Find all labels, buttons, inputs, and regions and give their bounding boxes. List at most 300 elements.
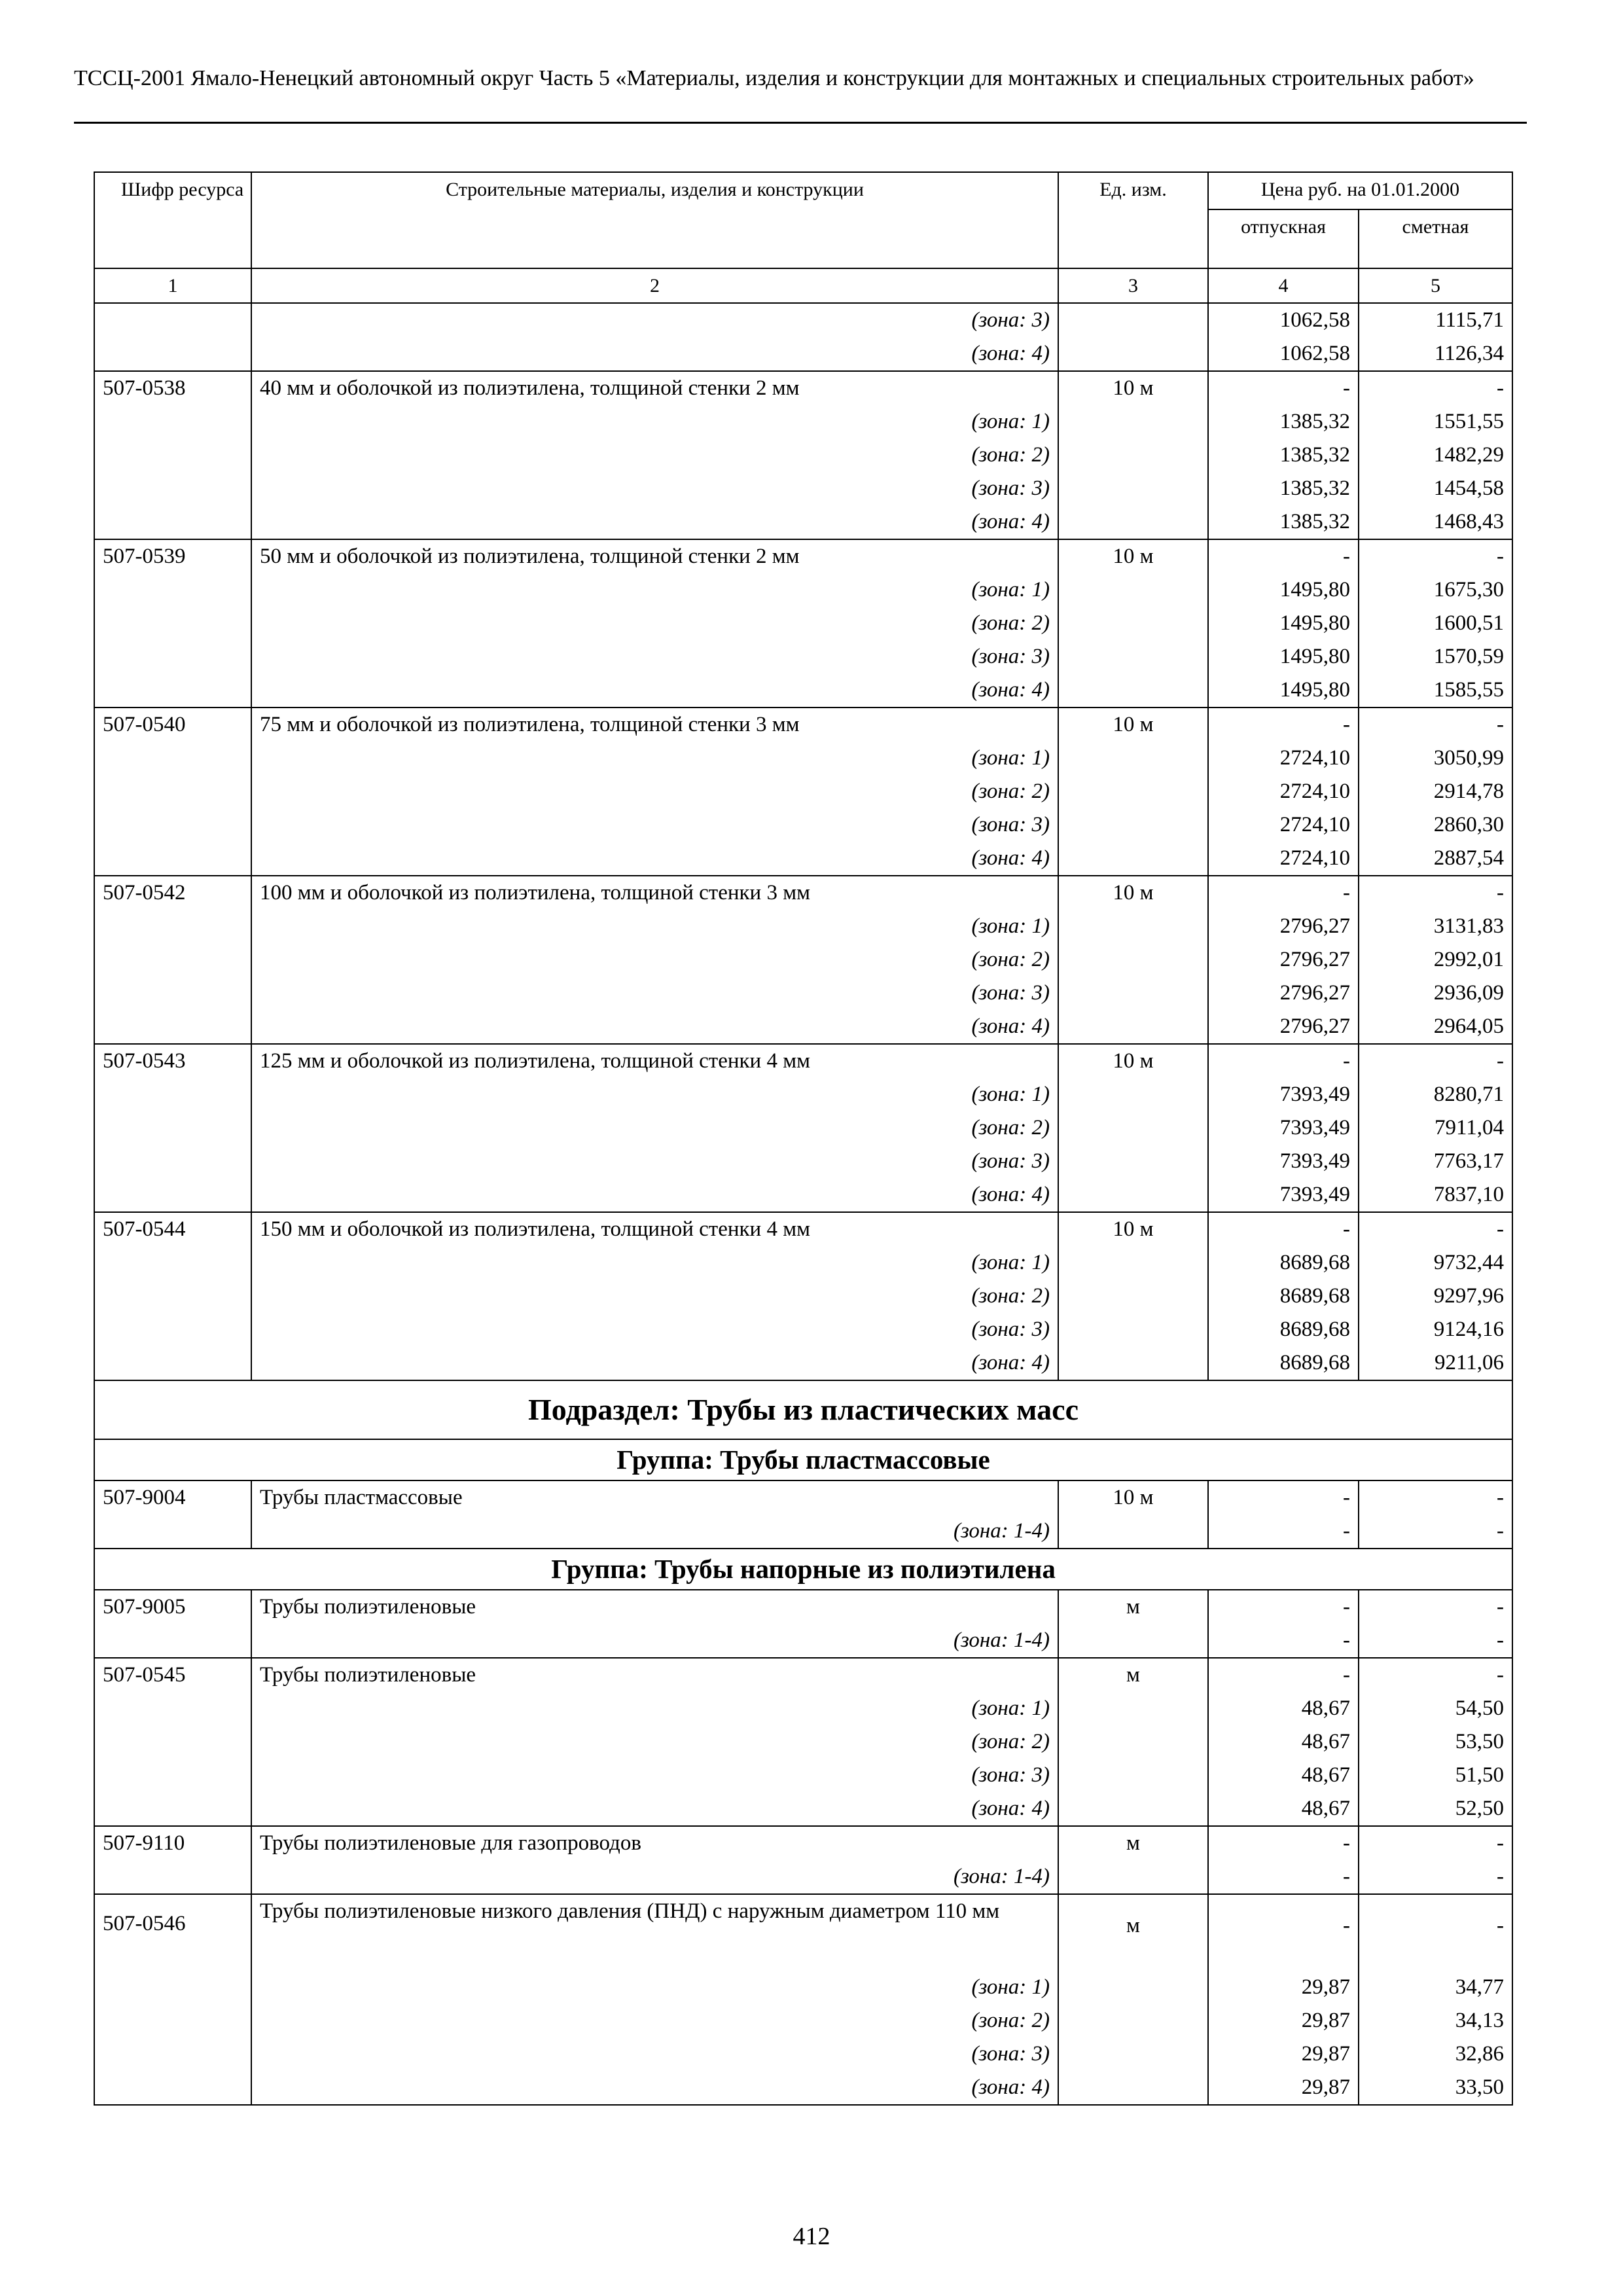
zone-label: (зона: 1) xyxy=(251,1078,1058,1111)
group-title: Группа: Трубы пластмассовые xyxy=(94,1439,1512,1480)
release-price: - xyxy=(1208,1894,1359,1971)
unit-cell xyxy=(1058,673,1208,708)
col-release-header: отпускная xyxy=(1208,209,1359,268)
item-name: 50 мм и оболочкой из полиэтилена, толщиной стенки 2 мм xyxy=(251,539,1058,573)
unit: м xyxy=(1058,1590,1208,1624)
zone-row xyxy=(94,1280,1512,1313)
item-row xyxy=(94,1658,1512,1692)
item-name: Трубы полиэтиленовые xyxy=(251,1590,1058,1624)
unit-cell xyxy=(1058,1280,1208,1313)
col-num-4: 4 xyxy=(1208,268,1359,303)
unit-cell xyxy=(1058,1971,1208,2004)
unit-cell xyxy=(1058,1078,1208,1111)
col-num-2: 2 xyxy=(251,268,1058,303)
release-price: 2724,10 xyxy=(1208,742,1359,775)
code-cell xyxy=(94,607,251,640)
unit-cell xyxy=(1058,1111,1208,1145)
zone-label: (зона: 2) xyxy=(251,943,1058,977)
estimate-price: 2992,01 xyxy=(1359,943,1512,977)
unit-cell xyxy=(1058,1178,1208,1212)
release-price: 2724,10 xyxy=(1208,842,1359,876)
resource-code: 507-0542 xyxy=(94,876,251,910)
zone-label: (зона: 3) xyxy=(251,2037,1058,2071)
estimate-price: - xyxy=(1359,1826,1512,1860)
zone-label: (зона: 4) xyxy=(251,673,1058,708)
item-name: 125 мм и оболочкой из полиэтилена, толщиной стенки 4 мм xyxy=(251,1044,1058,1078)
zone-row xyxy=(94,1759,1512,1792)
zone-label: (зона: 3) xyxy=(251,977,1058,1010)
zone-row xyxy=(94,2004,1512,2037)
zone-label: (зона: 3) xyxy=(251,472,1058,505)
unit: м xyxy=(1058,1894,1208,1971)
estimate-price: 1600,51 xyxy=(1359,607,1512,640)
release-price: 8689,68 xyxy=(1208,1246,1359,1280)
code-cell xyxy=(94,1313,251,1346)
item-name: 40 мм и оболочкой из полиэтилена, толщиной стенки 2 мм xyxy=(251,371,1058,405)
estimate-price: 9211,06 xyxy=(1359,1346,1512,1380)
estimate-price: - xyxy=(1359,371,1512,405)
unit-cell xyxy=(1058,2037,1208,2071)
item-row xyxy=(94,539,1512,573)
code-cell xyxy=(94,1078,251,1111)
code-cell xyxy=(94,1178,251,1212)
zone-label: (зона: 2) xyxy=(251,439,1058,472)
resource-code: 507-9110 xyxy=(94,1826,251,1860)
estimate-price: 1454,58 xyxy=(1359,472,1512,505)
code-cell xyxy=(94,1010,251,1044)
item-row xyxy=(94,1590,1512,1624)
resource-code: 507-0546 xyxy=(94,1894,251,1971)
unit-cell xyxy=(1058,1313,1208,1346)
estimate-price: - xyxy=(1359,1658,1512,1692)
estimate-price: 9124,16 xyxy=(1359,1313,1512,1346)
zone-row xyxy=(94,977,1512,1010)
unit-cell xyxy=(1058,1010,1208,1044)
release-price: 8689,68 xyxy=(1208,1313,1359,1346)
estimate-price: 34,77 xyxy=(1359,1971,1512,2004)
group-title-row xyxy=(94,1439,1512,1480)
group-title-row xyxy=(94,1549,1512,1590)
zone-label: (зона: 1) xyxy=(251,1971,1058,2004)
release-price: 29,87 xyxy=(1208,2004,1359,2037)
zone-label: (зона: 2) xyxy=(251,775,1058,808)
code-cell xyxy=(94,1971,251,2004)
unit-cell xyxy=(1058,742,1208,775)
unit: 10 м xyxy=(1058,708,1208,742)
zone-row xyxy=(94,573,1512,607)
item-name: Трубы пластмассовые xyxy=(251,1480,1058,1515)
estimate-price: 33,50 xyxy=(1359,2071,1512,2105)
release-price: 1062,58 xyxy=(1208,337,1359,371)
col-name-header: Строительные материалы, изделия и конструкции xyxy=(251,172,1058,268)
zone-row xyxy=(94,1178,1512,1212)
code-cell xyxy=(94,775,251,808)
zone-row xyxy=(94,1346,1512,1380)
code-cell xyxy=(94,842,251,876)
release-price: 2796,27 xyxy=(1208,910,1359,943)
release-price: 1495,80 xyxy=(1208,573,1359,607)
estimate-price: 2936,09 xyxy=(1359,977,1512,1010)
release-price: 2796,27 xyxy=(1208,943,1359,977)
release-price: - xyxy=(1208,1044,1359,1078)
unit-cell xyxy=(1058,1624,1208,1658)
estimate-price: - xyxy=(1359,1894,1512,1971)
zone-row xyxy=(94,1246,1512,1280)
release-price: - xyxy=(1208,539,1359,573)
unit-cell xyxy=(1058,573,1208,607)
col-num-3: 3 xyxy=(1058,268,1208,303)
zone-label: (зона: 1) xyxy=(251,405,1058,439)
release-price: 2796,27 xyxy=(1208,977,1359,1010)
release-price: 8689,68 xyxy=(1208,1280,1359,1313)
estimate-price: 9732,44 xyxy=(1359,1246,1512,1280)
zone-label: (зона: 2) xyxy=(251,607,1058,640)
release-price: 1385,32 xyxy=(1208,472,1359,505)
release-price: - xyxy=(1208,1515,1359,1549)
code-cell xyxy=(94,943,251,977)
unit-cell xyxy=(1058,2004,1208,2037)
zone-label: (зона: 4) xyxy=(251,2071,1058,2105)
zone-label: (зона: 4) xyxy=(251,1010,1058,1044)
estimate-price: 51,50 xyxy=(1359,1759,1512,1792)
code-cell xyxy=(94,673,251,708)
zone-label: (зона: 2) xyxy=(251,1111,1058,1145)
zone-row xyxy=(94,1792,1512,1826)
release-price: - xyxy=(1208,708,1359,742)
code-cell xyxy=(94,742,251,775)
item-row xyxy=(94,371,1512,405)
estimate-price: 1468,43 xyxy=(1359,505,1512,539)
release-price: 29,87 xyxy=(1208,2071,1359,2105)
code-cell xyxy=(94,1280,251,1313)
estimate-price: 2860,30 xyxy=(1359,808,1512,842)
unit: 10 м xyxy=(1058,876,1208,910)
unit-cell xyxy=(1058,405,1208,439)
zone-label: (зона: 1) xyxy=(251,742,1058,775)
code-cell xyxy=(94,439,251,472)
unit: 10 м xyxy=(1058,1212,1208,1246)
release-price: 2724,10 xyxy=(1208,808,1359,842)
code-cell xyxy=(94,505,251,539)
zone-label: (зона: 4) xyxy=(251,1178,1058,1212)
item-name: Трубы полиэтиленовые для газопроводов xyxy=(251,1826,1058,1860)
zone-label: (зона: 2) xyxy=(251,1280,1058,1313)
zone-row xyxy=(94,808,1512,842)
zone-label: (зона: 1) xyxy=(251,573,1058,607)
release-price: 1385,32 xyxy=(1208,439,1359,472)
resource-code: 507-0540 xyxy=(94,708,251,742)
estimate-price: 8280,71 xyxy=(1359,1078,1512,1111)
code-cell xyxy=(94,1624,251,1658)
zone-row xyxy=(94,472,1512,505)
release-price: 1062,58 xyxy=(1208,303,1359,337)
release-price: - xyxy=(1208,1658,1359,1692)
estimate-price: - xyxy=(1359,1624,1512,1658)
zone-row xyxy=(94,1515,1512,1549)
unit-cell xyxy=(1058,1145,1208,1178)
col-code-header: Шифр ресурса xyxy=(94,172,251,268)
zone-row xyxy=(94,1313,1512,1346)
code-cell xyxy=(94,337,251,371)
zone-label: (зона: 3) xyxy=(251,303,1058,337)
code-cell xyxy=(94,2071,251,2105)
code-cell xyxy=(94,1346,251,1380)
estimate-price: 3131,83 xyxy=(1359,910,1512,943)
price-table xyxy=(94,171,1513,2106)
estimate-price: - xyxy=(1359,876,1512,910)
header-row xyxy=(94,172,1512,209)
release-price: 1495,80 xyxy=(1208,640,1359,673)
item-row xyxy=(94,708,1512,742)
item-row xyxy=(94,876,1512,910)
unit-cell xyxy=(1058,1860,1208,1894)
release-price: 48,67 xyxy=(1208,1692,1359,1725)
item-row xyxy=(94,1044,1512,1078)
subsection-title: Подраздел: Трубы из пластических масс xyxy=(94,1380,1512,1439)
estimate-price: 1585,55 xyxy=(1359,673,1512,708)
estimate-price: 2914,78 xyxy=(1359,775,1512,808)
release-price: 1385,32 xyxy=(1208,405,1359,439)
code-cell xyxy=(94,977,251,1010)
release-price: 1495,80 xyxy=(1208,673,1359,708)
zone-label: (зона: 1-4) xyxy=(251,1860,1058,1894)
header-divider xyxy=(74,122,1527,124)
col-unit-header: Ед. изм. xyxy=(1058,172,1208,268)
unit-cell xyxy=(1058,842,1208,876)
code-cell xyxy=(94,1759,251,1792)
group-title: Группа: Трубы напорные из полиэтилена xyxy=(94,1549,1512,1590)
zone-row xyxy=(94,742,1512,775)
estimate-price: - xyxy=(1359,708,1512,742)
estimate-price: 2964,05 xyxy=(1359,1010,1512,1044)
zone-row xyxy=(94,439,1512,472)
unit-cell xyxy=(1058,2071,1208,2105)
unit-cell xyxy=(1058,1725,1208,1759)
item-name: Трубы полиэтиленовые низкого давления (ПНД) с наружным диаметром 110 мм xyxy=(251,1894,1058,1971)
estimate-price: 52,50 xyxy=(1359,1792,1512,1826)
zone-row xyxy=(94,505,1512,539)
release-price: - xyxy=(1208,876,1359,910)
zone-row xyxy=(94,303,1512,337)
zone-row xyxy=(94,943,1512,977)
item-row xyxy=(94,1826,1512,1860)
zone-row xyxy=(94,1860,1512,1894)
estimate-price: 7911,04 xyxy=(1359,1111,1512,1145)
item-row xyxy=(94,1480,1512,1515)
zone-label: (зона: 4) xyxy=(251,337,1058,371)
zone-label: (зона: 1) xyxy=(251,910,1058,943)
estimate-price: 1551,55 xyxy=(1359,405,1512,439)
item-name: 100 мм и оболочкой из полиэтилена, толщиной стенки 3 мм xyxy=(251,876,1058,910)
unit-cell xyxy=(1058,943,1208,977)
release-price: 2796,27 xyxy=(1208,1010,1359,1044)
unit-cell xyxy=(1058,1246,1208,1280)
col-estimate-header: сметная xyxy=(1359,209,1512,268)
zone-label: (зона: 3) xyxy=(251,1313,1058,1346)
unit-cell xyxy=(1058,303,1208,337)
zone-label: (зона: 3) xyxy=(251,1759,1058,1792)
zone-row xyxy=(94,1111,1512,1145)
estimate-price: 1482,29 xyxy=(1359,439,1512,472)
code-cell xyxy=(94,405,251,439)
release-price: 29,87 xyxy=(1208,1971,1359,2004)
zone-label: (зона: 1-4) xyxy=(251,1624,1058,1658)
unit-cell xyxy=(1058,977,1208,1010)
zone-label: (зона: 3) xyxy=(251,808,1058,842)
code-cell xyxy=(94,808,251,842)
resource-code: 507-0544 xyxy=(94,1212,251,1246)
estimate-price: - xyxy=(1359,1480,1512,1515)
document-header: ТССЦ-2001 Ямало-Ненецкий автономный округ Часть 5 «Материалы, изделия и конструкции для монтажных и специальных строительных работ» xyxy=(74,66,1474,90)
release-price: 8689,68 xyxy=(1208,1346,1359,1380)
col-num-5: 5 xyxy=(1359,268,1512,303)
estimate-price: - xyxy=(1359,1212,1512,1246)
zone-row xyxy=(94,1145,1512,1178)
estimate-price: 54,50 xyxy=(1359,1692,1512,1725)
release-price: 7393,49 xyxy=(1208,1178,1359,1212)
item-name: 150 мм и оболочкой из полиэтилена, толщиной стенки 4 мм xyxy=(251,1212,1058,1246)
unit: м xyxy=(1058,1826,1208,1860)
code-cell xyxy=(94,640,251,673)
unit-cell xyxy=(1058,1792,1208,1826)
zone-label: (зона: 4) xyxy=(251,842,1058,876)
estimate-price: 3050,99 xyxy=(1359,742,1512,775)
release-price: - xyxy=(1208,1212,1359,1246)
zone-label: (зона: 2) xyxy=(251,2004,1058,2037)
zone-label: (зона: 1) xyxy=(251,1692,1058,1725)
resource-code: 507-0539 xyxy=(94,539,251,573)
estimate-price: 34,13 xyxy=(1359,2004,1512,2037)
release-price: 1495,80 xyxy=(1208,607,1359,640)
zone-row xyxy=(94,2037,1512,2071)
unit: 10 м xyxy=(1058,1044,1208,1078)
code-cell xyxy=(94,1111,251,1145)
zone-row xyxy=(94,337,1512,371)
unit: 10 м xyxy=(1058,539,1208,573)
price-table-body xyxy=(94,172,1512,2105)
estimate-price: 9297,96 xyxy=(1359,1280,1512,1313)
unit-cell xyxy=(1058,472,1208,505)
estimate-price: - xyxy=(1359,539,1512,573)
code-cell xyxy=(94,1145,251,1178)
code-cell xyxy=(94,1246,251,1280)
page-number: 412 xyxy=(793,2223,830,2250)
zone-row xyxy=(94,1725,1512,1759)
resource-code: 507-0545 xyxy=(94,1658,251,1692)
zone-label: (зона: 3) xyxy=(251,1145,1058,1178)
unit-cell xyxy=(1058,640,1208,673)
release-price: 7393,49 xyxy=(1208,1078,1359,1111)
zone-row xyxy=(94,2071,1512,2105)
unit-cell xyxy=(1058,1515,1208,1549)
col-num-1: 1 xyxy=(94,268,251,303)
zone-label: (зона: 1-4) xyxy=(251,1515,1058,1549)
unit-cell xyxy=(1058,808,1208,842)
unit: м xyxy=(1058,1658,1208,1692)
unit-cell xyxy=(1058,439,1208,472)
zone-row xyxy=(94,405,1512,439)
release-price: - xyxy=(1208,1860,1359,1894)
unit-cell xyxy=(1058,775,1208,808)
release-price: - xyxy=(1208,1624,1359,1658)
zone-row xyxy=(94,1010,1512,1044)
estimate-price: 1675,30 xyxy=(1359,573,1512,607)
release-price: 48,67 xyxy=(1208,1759,1359,1792)
release-price: - xyxy=(1208,1826,1359,1860)
zone-row xyxy=(94,775,1512,808)
code-cell xyxy=(94,2004,251,2037)
code-cell xyxy=(94,2037,251,2071)
zone-label: (зона: 3) xyxy=(251,640,1058,673)
estimate-price: 2887,54 xyxy=(1359,842,1512,876)
estimate-price: 1570,59 xyxy=(1359,640,1512,673)
estimate-price: - xyxy=(1359,1044,1512,1078)
code-cell xyxy=(94,1725,251,1759)
estimate-price: 7763,17 xyxy=(1359,1145,1512,1178)
resource-code: 507-9004 xyxy=(94,1480,251,1515)
release-price: - xyxy=(1208,1590,1359,1624)
zone-label: (зона: 1) xyxy=(251,1246,1058,1280)
estimate-price: - xyxy=(1359,1590,1512,1624)
code-cell xyxy=(94,1860,251,1894)
code-cell xyxy=(94,573,251,607)
estimate-price: 32,86 xyxy=(1359,2037,1512,2071)
item-name: Трубы полиэтиленовые xyxy=(251,1658,1058,1692)
estimate-price: 7837,10 xyxy=(1359,1178,1512,1212)
zone-row xyxy=(94,1078,1512,1111)
column-numbers-row xyxy=(94,268,1512,303)
estimate-price: 1126,34 xyxy=(1359,337,1512,371)
unit: 10 м xyxy=(1058,371,1208,405)
release-price: 29,87 xyxy=(1208,2037,1359,2071)
code-cell xyxy=(94,1515,251,1549)
code-cell xyxy=(94,1792,251,1826)
item-row xyxy=(94,1212,1512,1246)
estimate-price: - xyxy=(1359,1860,1512,1894)
zone-label: (зона: 4) xyxy=(251,505,1058,539)
zone-row xyxy=(94,1692,1512,1725)
estimate-price: 1115,71 xyxy=(1359,303,1512,337)
release-price: 1385,32 xyxy=(1208,505,1359,539)
item-row xyxy=(94,1894,1512,1971)
resource-code: 507-0538 xyxy=(94,371,251,405)
col-price-header: Цена руб. на 01.01.2000 xyxy=(1208,172,1512,209)
zone-row xyxy=(94,910,1512,943)
zone-label: (зона: 2) xyxy=(251,1725,1058,1759)
zone-row xyxy=(94,842,1512,876)
code-cell xyxy=(94,910,251,943)
release-price: - xyxy=(1208,371,1359,405)
code-cell xyxy=(94,472,251,505)
unit-cell xyxy=(1058,505,1208,539)
resource-code: 507-0543 xyxy=(94,1044,251,1078)
zone-row xyxy=(94,640,1512,673)
unit-cell xyxy=(1058,337,1208,371)
unit-cell xyxy=(1058,1346,1208,1380)
resource-code: 507-9005 xyxy=(94,1590,251,1624)
estimate-price: 53,50 xyxy=(1359,1725,1512,1759)
release-price: 2724,10 xyxy=(1208,775,1359,808)
unit-cell xyxy=(1058,607,1208,640)
release-price: 7393,49 xyxy=(1208,1145,1359,1178)
code-cell xyxy=(94,303,251,337)
release-price: 7393,49 xyxy=(1208,1111,1359,1145)
zone-label: (зона: 4) xyxy=(251,1346,1058,1380)
unit-cell xyxy=(1058,1692,1208,1725)
unit-cell xyxy=(1058,910,1208,943)
release-price: 48,67 xyxy=(1208,1725,1359,1759)
item-name: 75 мм и оболочкой из полиэтилена, толщиной стенки 3 мм xyxy=(251,708,1058,742)
